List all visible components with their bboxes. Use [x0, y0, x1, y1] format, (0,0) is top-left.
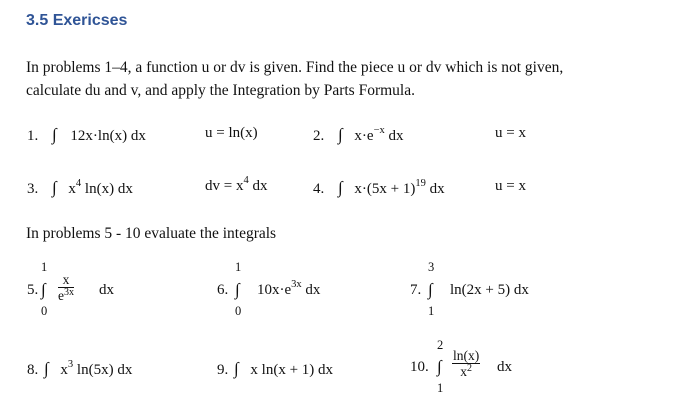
problem-7-lower-limit: 1	[428, 304, 435, 318]
problem-9	[217, 359, 333, 379]
problem-10-numerator: ln(x)	[453, 348, 480, 363]
integral-sign: ∫	[41, 280, 46, 299]
problem-10-den-base: x	[460, 364, 467, 379]
problem-3-given-base: dv = x	[205, 178, 244, 194]
problem-6-expression	[257, 279, 321, 299]
problem-3	[27, 178, 133, 198]
problem-5-den-exponent: 3x	[64, 287, 74, 298]
integral-sign: ∫	[428, 280, 433, 299]
problem-3-exponent: 4	[75, 178, 82, 189]
integral-sign: ∫	[338, 178, 343, 197]
integral-sign: ∫	[52, 125, 57, 144]
problem-6-upper-limit: 1	[235, 260, 242, 274]
integral-sign: ∫	[235, 280, 240, 299]
problem-5-upper-limit: 1	[41, 260, 48, 274]
problem-5-numerator: x	[58, 272, 74, 288]
fraction	[58, 272, 74, 305]
integral-sign: ∫	[338, 125, 343, 144]
problem-5-number: 5.	[27, 282, 39, 298]
problem-6-lower-limit: 0	[235, 304, 242, 318]
problem-2	[313, 125, 404, 145]
problem-6-exponent: 3x	[291, 279, 302, 290]
problem-8-exponent: 3	[67, 359, 74, 370]
problem-3-given	[205, 175, 268, 195]
integral-sign: ∫	[52, 178, 57, 197]
intro-line-2: calculate du and v, and apply the Integration by Parts Formula.	[26, 82, 415, 99]
problem-4-expression-base: x·(5x + 1)	[354, 181, 416, 197]
problem-4-number: 4.	[313, 181, 325, 197]
problem-7-number: 7.	[410, 282, 422, 298]
problem-6-dx: dx	[301, 282, 321, 298]
problem-3-given-exponent: 4	[243, 175, 249, 186]
problem-1-number: 1.	[27, 128, 39, 144]
problem-9-number: 9.	[217, 362, 229, 378]
page-title: 3.5 Exericses	[26, 12, 128, 29]
problem-8-expression-rest: ln(5x) dx	[73, 362, 133, 378]
problem-4-given: u = x	[495, 178, 526, 194]
problem-4-dx: dx	[425, 181, 445, 197]
problem-9-expression: x ln(x + 1) dx	[250, 362, 334, 378]
problem-10-lower-limit: 1	[437, 381, 444, 395]
problem-10-dx: dx	[497, 359, 512, 375]
problem-4	[313, 178, 445, 198]
problem-10-upper-limit: 2	[437, 338, 444, 352]
problem-10-denominator	[452, 364, 480, 381]
problem-8-number: 8.	[27, 362, 39, 378]
problem-7-upper-limit: 3	[428, 260, 435, 274]
integral-sign: ∫	[44, 359, 49, 378]
problem-1-given: u = ln(x)	[205, 125, 258, 141]
problem-6-expression-base: 10x·e	[257, 282, 292, 298]
problem-5-den-base: e	[58, 288, 64, 303]
problem-8-expression-base: x	[60, 362, 68, 378]
problem-3-number: 3.	[27, 181, 39, 197]
fraction	[452, 348, 480, 381]
problem-10-den-exponent: 2	[467, 363, 472, 374]
problem-3-given-dx: dx	[248, 178, 268, 194]
problem-2-exponent: −x	[373, 125, 385, 136]
problem-5-dx: dx	[99, 282, 114, 298]
problem-4-exponent: 19	[415, 178, 426, 189]
problem-6-number: 6.	[217, 282, 229, 298]
problem-8	[27, 359, 132, 379]
integral-sign: ∫	[437, 357, 442, 376]
problem-5-fraction	[58, 272, 74, 305]
problem-10-fraction	[452, 348, 480, 381]
problem-1-expression: 12x·ln(x) dx	[70, 128, 146, 144]
problem-1	[27, 125, 146, 145]
problem-2-expression-base: x·e	[354, 128, 374, 144]
intro-line-1: In problems 1–4, a function u or dv is given. Find the piece u or dv which is not given,	[26, 59, 564, 76]
section-2-intro: In problems 5 - 10 evaluate the integrals	[26, 225, 277, 242]
problem-3-expression-rest: ln(x) dx	[81, 181, 133, 197]
integral-sign: ∫	[234, 359, 239, 378]
problem-10-number: 10.	[410, 359, 429, 375]
problem-3-expression-base: x	[68, 181, 76, 197]
problem-5-denominator	[58, 288, 74, 305]
problem-7-expression: ln(2x + 5) dx	[450, 282, 529, 298]
problem-2-number: 2.	[313, 128, 325, 144]
problem-2-dx: dx	[384, 128, 404, 144]
problem-2-given: u = x	[495, 125, 526, 141]
problem-5-lower-limit: 0	[41, 304, 48, 318]
